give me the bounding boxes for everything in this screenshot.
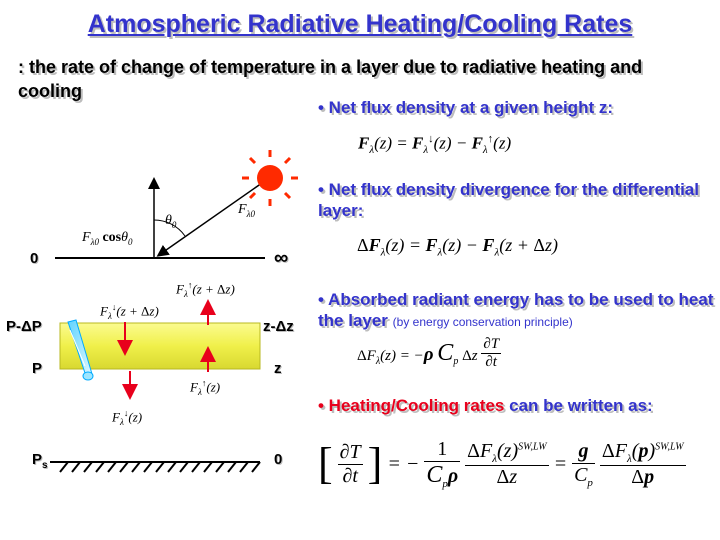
- sun-icon: [242, 150, 298, 206]
- equation-heating-rates: [ $\frac{\partial T}{\partial t}$ ] = − 1 $C_p\rho$ $\Delta F_\lambda(z)^{SW,LW}$ Δz = $\frac{g}{C_p}$ $\Delta F_\lambda(p)^{SW,LW}$ Δp: [318, 438, 684, 490]
- label-ps-main: P: [32, 451, 43, 468]
- label-ps-sub: s: [42, 460, 48, 471]
- bullet-absorbed-text: • Absorbed radiant energy has to be used to heat the layer: [318, 290, 714, 330]
- subtitle: : the rate of change of temperature in a layer due to radiative heating and cooling: [18, 57, 643, 101]
- label-down-flux-bottom: $F_\lambda^↓(z)$: [112, 408, 143, 427]
- label-up-flux-bottom: $F_\lambda^↑(z)$: [190, 378, 221, 397]
- atmospheric-layer: [60, 323, 260, 369]
- bullet-absorbed-note: (by energy conservation principle): [392, 315, 573, 329]
- label-z-minus-dz: z-Δz: [263, 318, 294, 335]
- label-p: P: [32, 360, 43, 377]
- label-zenith-angle: $\theta_0$: [165, 213, 177, 230]
- label-bottom-zero: 0: [274, 451, 283, 468]
- label-up-flux-top: $F_\lambda^↑(z + \Delta z)$: [176, 280, 235, 299]
- bullet-net-flux: • Net flux density at a given height z:: [318, 98, 613, 117]
- page-title: Atmospheric Radiative Heating/Cooling Rates: [87, 10, 633, 38]
- bullet-divergence: • Net flux density divergence for the differential layer:: [318, 180, 699, 220]
- label-down-flux-top: $F_\lambda^↓(z + \Delta z)$: [100, 302, 159, 321]
- heating-rates-highlight: • Heating/Cooling rates: [318, 396, 505, 415]
- ground-hatch: [60, 462, 260, 472]
- heating-rates-text: can be written as:: [509, 396, 653, 415]
- equation-absorbed-energy: $\Delta F_\lambda(z) = -\rho$ $C_p$ Δz $\frac{\partial T}{\partial t}$: [357, 336, 500, 370]
- label-incident-vertical: $F_{\lambda 0}$ cosθ$_0$: [82, 230, 133, 247]
- label-infinity: ∞: [274, 247, 289, 269]
- label-p-minus-dp: P-ΔP: [6, 318, 42, 335]
- label-incident-flux: $F_{\lambda 0}$: [238, 202, 255, 219]
- label-ps: [32, 451, 48, 471]
- equation-net-flux: $F_\lambda(z) = F_\lambda^↓(z) - F_\lambda^↑(z)$: [358, 133, 512, 157]
- equation-divergence: $\Delta F_\lambda(z) = F_\lambda(z) - F_\lambda(z + \Delta z)$: [357, 235, 558, 259]
- label-z: z: [274, 360, 282, 377]
- label-top-zero: 0: [30, 250, 39, 267]
